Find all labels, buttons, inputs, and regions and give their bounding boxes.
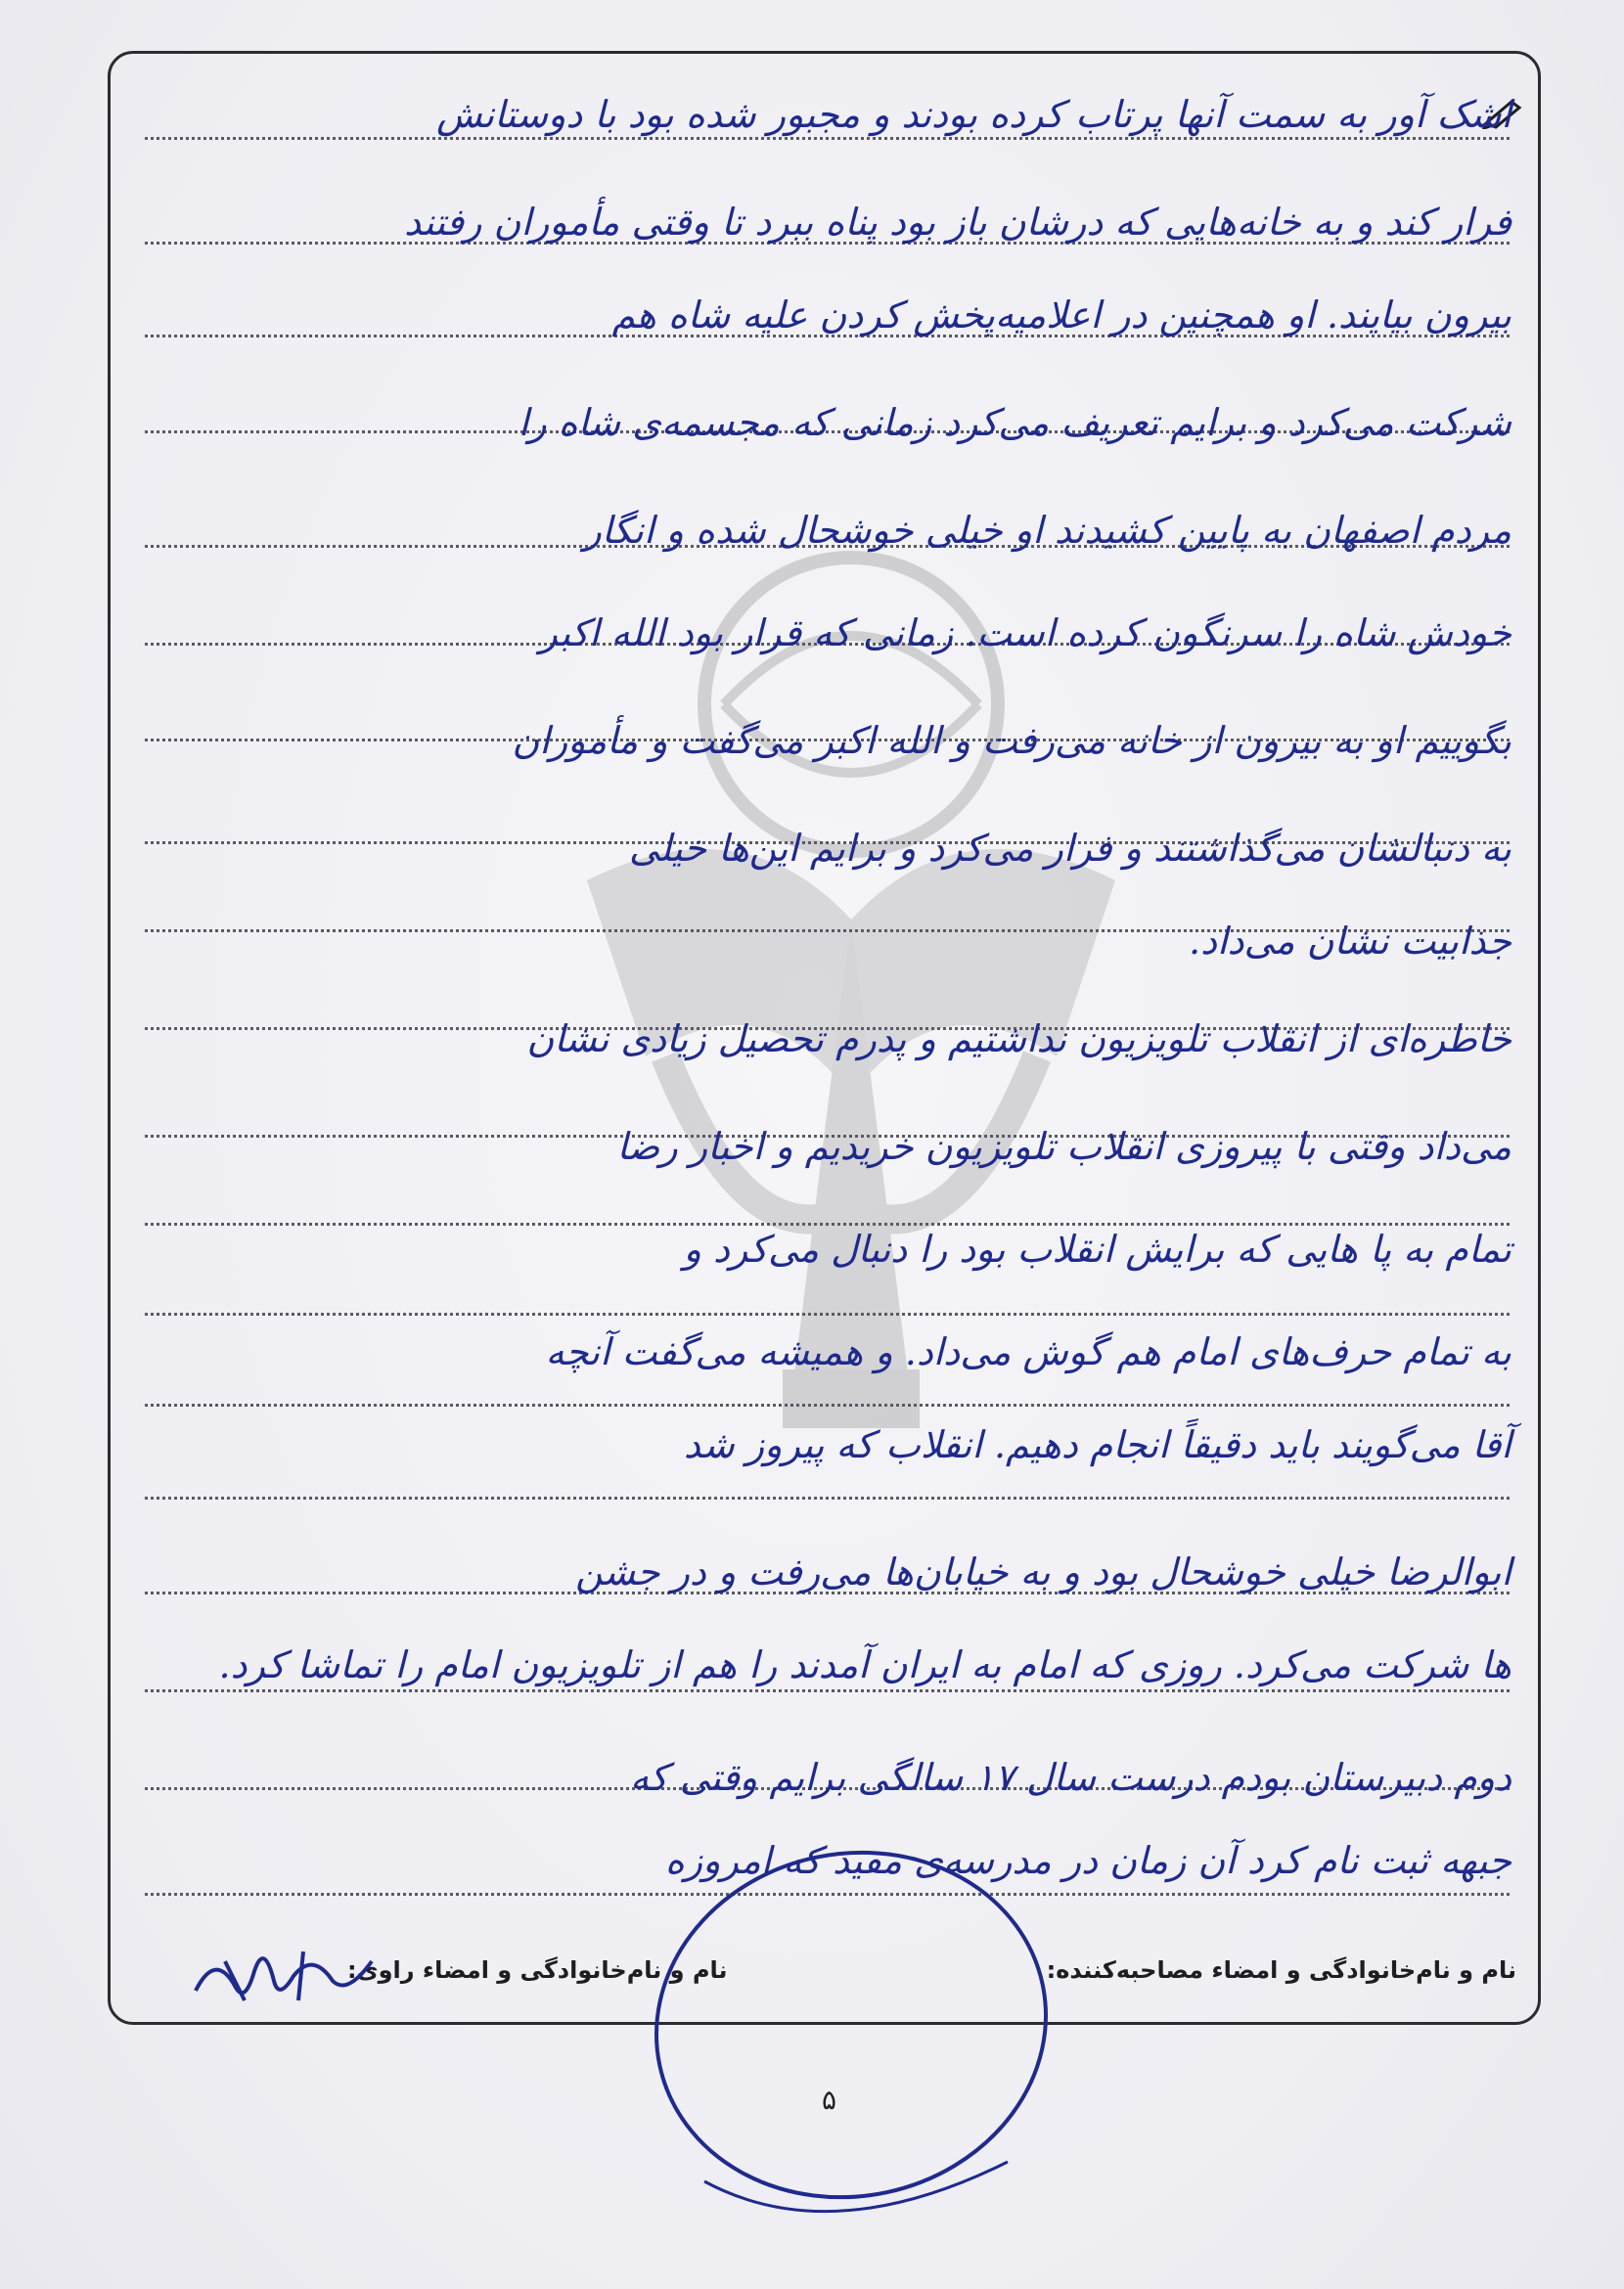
ruled-line [145, 137, 1510, 140]
handwritten-line-11: می‌داد وقتی با پیروزی انقلاب تلویزیون خریدیم و اخبار رضا [616, 1125, 1511, 1168]
narrator-signature [186, 1932, 382, 2010]
page-number: ۵ [822, 2084, 837, 2116]
handwritten-line-16: ها شرکت می‌کرد. روزی که امام به ایران آمدند را هم از تلویزیون امام را تماشا کرد. [218, 1643, 1511, 1686]
narrator-signature-label: نام و نام‌خانوادگی و امضاء راوی: [347, 1956, 728, 1984]
ruled-line [145, 1689, 1510, 1692]
handwritten-line-7: بگوییم او به بیرون از خانه می‌رفت و الله اکبر می‌گفت و مأموران [512, 719, 1511, 762]
handwritten-line-17: دوم دبیرستان بودم درست سال ۱۷ سالگی برایم وقتی که [630, 1756, 1511, 1799]
handwritten-line-13: به تمام حرف‌های امام هم گوش می‌داد. و همیشه می‌گفت آنچه [545, 1330, 1511, 1373]
handwritten-line-14: آقا می‌گویند باید دقیقاً انجام دهیم. انقلاب که پیروز شد [683, 1423, 1511, 1466]
handwritten-line-4: شرکت می‌کرد و برایم تعریف می‌کرد زمانی که مجسمه‌ی شاه را [518, 401, 1511, 444]
ruled-line [145, 1404, 1510, 1407]
handwritten-line-8: به دنبالشان می‌گذاشتند و فرار می‌کرد و برایم این‌ها خیلی [628, 827, 1511, 870]
ruled-line [145, 1497, 1510, 1500]
ruled-line [145, 1223, 1510, 1226]
signature-oval [636, 1839, 1057, 2250]
handwritten-line-9: جذابیت نشان می‌داد. [1189, 920, 1511, 963]
handwritten-line-15: ابوالرضا خیلی خوشحال بود و به خیابان‌ها می‌رفت و در جشن [575, 1550, 1511, 1593]
handwritten-line-6: خودش شاه را سرنگون کرده است. زمانی که قرار بود الله اکبر [539, 611, 1511, 654]
ruled-line [145, 1313, 1510, 1316]
handwritten-line-18: جبهه ثبت نام کرد آن زمان در مدرسه‌ی مفید که امروزه [664, 1839, 1511, 1882]
handwritten-line-1: اشک آور به سمت آنها پرتاب کرده بودند و مجبور شده بود با دوستانش [436, 93, 1511, 136]
interviewer-signature-label: نام و نام‌خانوادگی و امضاء مصاحبه‌کننده: [1046, 1956, 1516, 1984]
handwritten-line-2: فرار کند و به خانه‌هایی که درشان باز بود پناه ببرد تا وقتی مأموران رفتند [404, 201, 1511, 244]
handwritten-line-12: تمام به پا هایی که برایش انقلاب بود را دنبال می‌کرد و [683, 1228, 1511, 1271]
handwritten-line-3: بیرون بیایند. او همچنین در اعلامیه‌پخش کردن علیه شاه هم [611, 293, 1511, 337]
handwritten-line-10: خاطره‌ای از انقلاب تلویزیون نداشتیم و پدرم تحصیل زیادی نشان [526, 1017, 1511, 1060]
handwritten-line-5: مردم اصفهان به پایین کشیدند او خیلی خوشحال شده و انگار [583, 509, 1511, 552]
